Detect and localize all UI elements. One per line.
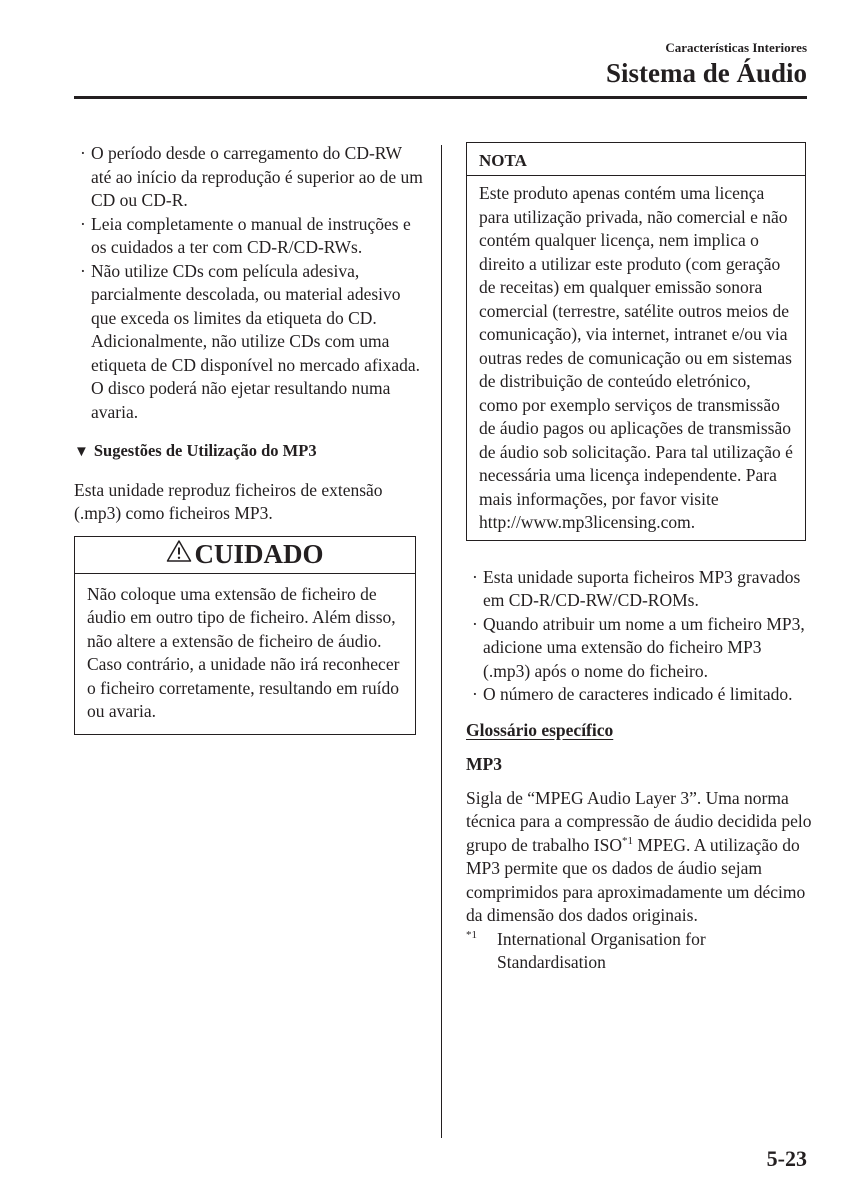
warning-triangle-icon [166,539,192,570]
note-box [466,142,806,541]
caution-title: CUIDADO [194,538,324,569]
section-heading-text: Sugestões de Utilização do MP3 [93,441,317,460]
footnote [466,928,812,975]
section-title: Características Interiores [665,40,807,55]
bullet-item [466,683,812,707]
bullet-item [74,260,424,425]
bullet-item [466,613,812,684]
section-heading [74,439,424,465]
page-title: Sistema de Áudio [605,58,807,88]
left-column [74,142,424,735]
caution-header [75,537,415,574]
bullet-text: Leia completamente o manual de instruções e os cuidados a ter com CD-R/CD-RWs. [91,213,411,257]
caution-body: Não coloque uma extensão de ficheiro de áudio em outro tipo de ficheiro. Além disso, não altere a extensão de ficheiro de áudio. Caso contrário, a unidade não irá reconhecer o ficheiro corretamente, resultando em ruído ou avaria. [87,583,400,721]
bullet-item [466,566,812,613]
definition-text-end: MPEG. A utilização do MP3 permite que os dados de áudio sejam comprimidos para aproximadamente um décimo da dimensão dos dados originais. [466,834,806,925]
footnote-ref: *1 [622,834,634,847]
footnote-mark-sup: *1 [466,928,477,941]
bullet-item [74,213,424,260]
bullet-mark: · [472,684,478,704]
footnote-mark [466,928,477,952]
bullet-list [466,566,812,707]
caution-box [74,536,416,735]
definition-text-start: Sigla de “MPEG Audio Layer 3”. Uma norma técnica para a compressão de áudio decidida pelo grupo de trabalho ISO [466,787,812,855]
footnote-text: International Organisation for Standardisation [497,928,706,972]
bullet-item [74,142,424,213]
note-title: NOTA [467,143,805,176]
bullet-text: Quando atribuir um nome a um ficheiro MP3, adicione uma extensão do ficheiro MP3 (.mp3) após o nome do ficheiro. [483,613,805,681]
bullet-text: Esta unidade suporta ficheiros MP3 gravados em CD-R/CD-RW/CD-ROMs. [483,566,801,610]
bullet-mark: · [472,566,478,587]
bullet-mark: · [472,613,478,634]
note-body: Este produto apenas contém uma licença para utilização privada, não comercial e não contém qualquer licença, nem implica o direito a utilizar este produto (com geração de receitas) em qualquer emissão sonora comercial (terrestre, satélite outros meios de comunicação), via internet, intranet e/ou via outras redes de comunicação ou em sistemas de distribuição de conteúdo eletrónico, como por exemplo serviços de transmissão de áudio pagos ou aplicações de transmissão de áudio sob solicitação. Para tal utilização é necessária uma licença independente. Para mais informações, por favor visite http://www.mp3licensing.com. [479,183,793,532]
page-number: 5-23 [766,1146,807,1171]
glossary-definition [466,787,812,928]
glossary-heading: Glossário específico [466,719,614,740]
header-rule [74,96,807,99]
column-divider [441,145,442,1138]
bullet-text: Não utilize CDs com película adesiva, parcialmente descolada, ou material adesivo que exceda os limites da etiqueta do CD. Adicionalmente, não utilize CDs com uma etiqueta de CD disponível no mercado afixada. O disco poderá não ejetar resultando numa avaria. [91,260,420,422]
right-column [466,142,812,975]
bullet-mark: · [80,260,86,281]
bullet-text: O número de caracteres indicado é limitado. [483,684,793,704]
triangle-down-icon: ▼ [74,444,89,460]
mp3-intro-paragraph: Esta unidade reproduz ficheiros de extensão (.mp3) como ficheiros MP3. [74,479,383,523]
glossary-term: MP3 [466,754,502,774]
bullet-mark: · [80,143,86,163]
bullet-text: O período desde o carregamento do CD-RW até ao início da reprodução é superior ao de um CD ou CD-R. [91,143,423,210]
bullet-mark: · [80,213,86,234]
